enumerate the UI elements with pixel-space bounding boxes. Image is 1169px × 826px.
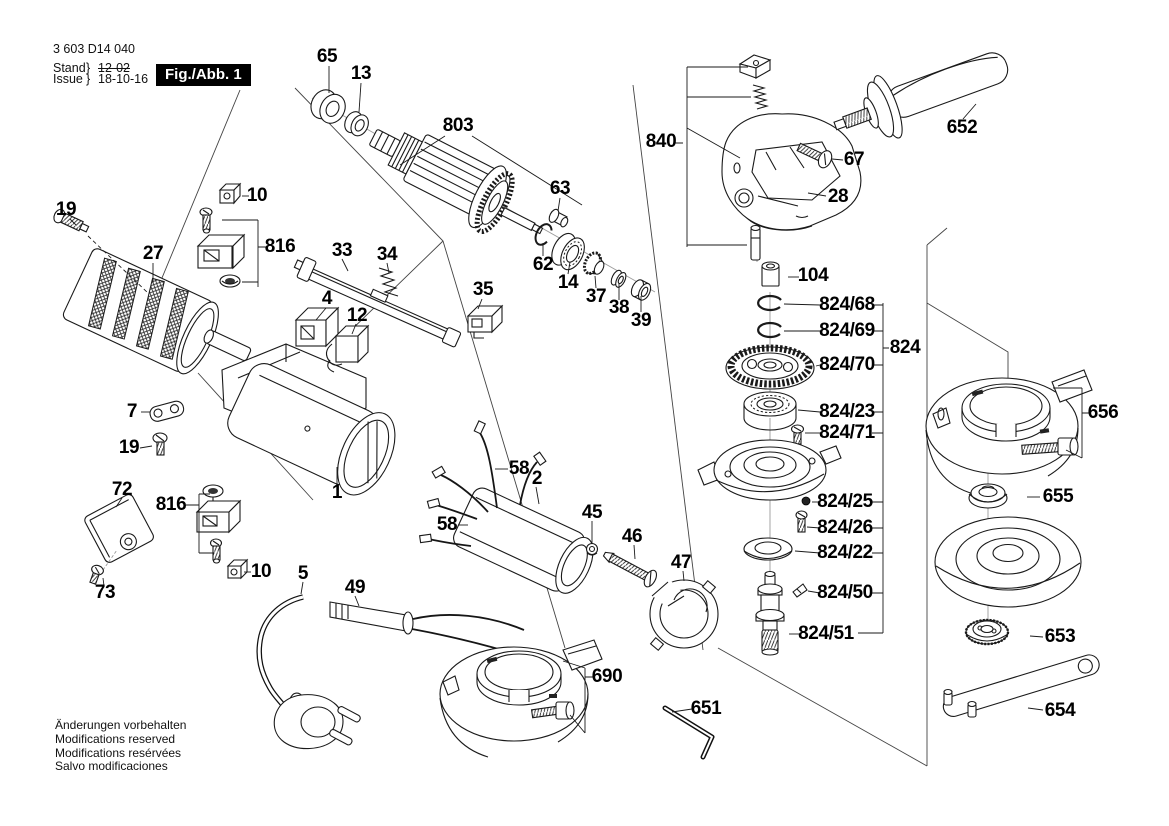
part-label-27: 27 <box>142 243 164 264</box>
part-label-824-70: 824/70 <box>819 354 875 375</box>
footer-line: Änderungen vorbehalten <box>55 718 187 732</box>
part-label-46: 46 <box>621 526 643 547</box>
part-number: 3 603 D14 040 <box>53 42 136 56</box>
footer-line: Modifications resérvées <box>55 745 182 760</box>
bearing-65-drawing <box>306 85 350 127</box>
backing-pad-drawing <box>935 517 1081 607</box>
brace-glyph: } <box>86 71 91 86</box>
issue-label: Issue <box>53 71 83 86</box>
part-label-656: 656 <box>1087 402 1119 423</box>
part-label-824-51: 824/51 <box>798 623 854 644</box>
spanner-654-drawing <box>941 652 1102 718</box>
cover-plate-72-drawing <box>83 493 155 564</box>
part-label-28: 28 <box>827 186 849 207</box>
key-824-50-drawing <box>793 584 807 597</box>
part-label-34: 34 <box>376 244 398 265</box>
part-label-33: 33 <box>331 240 353 261</box>
part-label-840: 840 <box>645 131 677 152</box>
square-nut-10-lower-drawing <box>228 560 247 578</box>
leader-lines <box>70 66 1043 712</box>
gear-head-28-drawing <box>722 114 861 230</box>
part-label-45: 45 <box>581 502 603 523</box>
part-label-7: 7 <box>126 401 138 422</box>
part-label-4: 4 <box>321 288 333 309</box>
strain-relief-49-drawing <box>330 602 524 655</box>
ring-gear-824-70-drawing <box>726 347 814 389</box>
part-label-10: 10 <box>250 561 272 582</box>
part-label-824-71: 824/71 <box>819 422 875 443</box>
part-label-824-68: 824/68 <box>819 294 875 315</box>
part-label-653: 653 <box>1044 626 1076 647</box>
part-label-39: 39 <box>630 310 652 331</box>
spindle-824-51-drawing <box>756 572 784 656</box>
issue-value: 18-10-16 <box>98 71 149 86</box>
side-handle-652-drawing <box>824 33 1018 157</box>
part-label-47: 47 <box>670 552 692 573</box>
title-block <box>53 42 148 84</box>
ball-824-25-drawing <box>802 497 810 505</box>
part-label-824-50: 824/50 <box>817 582 873 603</box>
button-35-drawing <box>468 306 502 338</box>
part-label-655: 655 <box>1042 486 1074 507</box>
screw-824-26-drawing <box>796 511 807 532</box>
washer-45-drawing <box>587 544 598 556</box>
switch-4-drawing <box>296 308 338 346</box>
part-label-49: 49 <box>344 577 366 598</box>
part-label-652: 652 <box>946 117 978 138</box>
part-label-654: 654 <box>1044 700 1076 721</box>
part-label-824-23: 824/23 <box>819 401 875 422</box>
part-label-104: 104 <box>797 265 829 286</box>
part-label-824-26: 824/26 <box>817 517 873 538</box>
part-label-824-22: 824/22 <box>817 542 873 563</box>
part-label-38: 38 <box>608 297 630 318</box>
screw-46-drawing <box>600 546 659 589</box>
tab-7-drawing <box>148 400 185 423</box>
clamp-nut-653-drawing <box>966 620 1008 644</box>
part-label-67: 67 <box>843 149 865 170</box>
part-label-37: 37 <box>585 286 607 307</box>
part-label-19: 19 <box>118 437 140 458</box>
brace-glyph: } <box>86 60 91 75</box>
wheel-guard-656-drawing <box>926 370 1092 494</box>
part-label-58: 58 <box>436 514 458 535</box>
part-label-12: 12 <box>346 305 368 326</box>
part-label-1: 1 <box>331 482 343 503</box>
square-nut-10-top-drawing <box>220 184 240 203</box>
flange-nut-655-drawing <box>969 484 1007 508</box>
part-label-651: 651 <box>690 698 722 719</box>
pinion-37-drawing <box>581 250 608 278</box>
figure-caption-box: Fig./Abb. 1 <box>156 64 251 86</box>
part-label-65: 65 <box>316 46 338 67</box>
part-label-72: 72 <box>111 479 133 500</box>
part-label-824-69: 824/69 <box>819 320 875 341</box>
part-label-14: 14 <box>557 272 579 293</box>
part-label-73: 73 <box>94 582 116 603</box>
footer-line: Salvo modificaciones <box>55 759 168 774</box>
footer-disclaimer <box>55 719 186 774</box>
part-label-5: 5 <box>297 563 309 584</box>
part-label-690: 690 <box>591 666 623 687</box>
part-label-19: 19 <box>55 199 77 220</box>
part-label-62: 62 <box>532 254 554 275</box>
part-label-13: 13 <box>350 63 372 84</box>
stand-label: Stand <box>53 60 86 75</box>
part-label-824-25: 824/25 <box>817 491 873 512</box>
bearing-14-drawing <box>547 230 589 274</box>
part-label-35: 35 <box>472 279 494 300</box>
part-label-10: 10 <box>246 185 268 206</box>
part-label-803: 803 <box>442 115 474 136</box>
brush-holder-816-lower-drawing <box>197 485 240 563</box>
part-label-816: 816 <box>264 236 296 257</box>
field-2-drawing <box>420 421 602 601</box>
part-label-824: 824 <box>889 337 921 358</box>
part-label-63: 63 <box>549 178 571 199</box>
air-baffle-47-drawing <box>650 578 718 650</box>
screw-19-mid-drawing <box>153 433 167 455</box>
wheel-guard-690-drawing <box>440 640 602 757</box>
stand-value: 12-02 <box>98 60 130 75</box>
part-label-816: 816 <box>155 494 187 515</box>
part-label-58: 58 <box>508 458 530 479</box>
screw-824-71-drawing <box>792 425 804 444</box>
sleeve-104-drawing <box>762 262 779 286</box>
washer-824-22-drawing <box>744 538 792 560</box>
footer-line: Modifications reserved <box>55 731 176 746</box>
bearing-13-drawing <box>341 109 371 139</box>
part-label-2: 2 <box>531 468 543 489</box>
